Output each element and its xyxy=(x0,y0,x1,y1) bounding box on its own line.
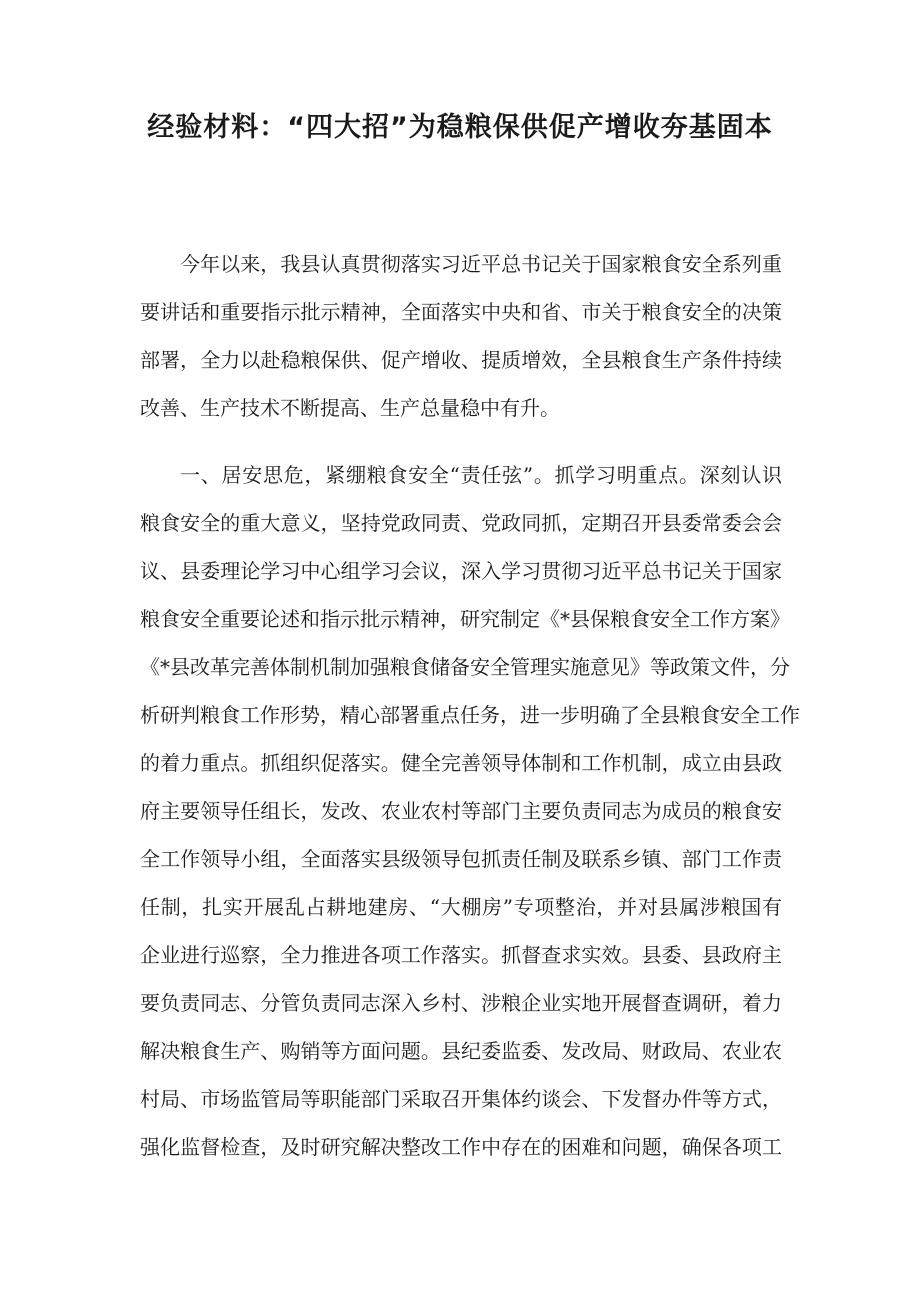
paragraph-2-line: 要负责同志、分管负责同志深入乡村、涉粮企业实地开展督查调研，着力 xyxy=(140,991,782,1015)
paragraph-1-line: 要讲话和重要指示批示精神，全面落实中央和省、市关于粮食安全的决策 xyxy=(140,300,782,324)
paragraph-2-line: 粮食安全的重大意义，坚持党政同责、党政同抓，定期召开县委常委会会 xyxy=(140,511,782,535)
paragraph-2-line: 的着力重点。抓组织促落实。健全完善领导体制和工作机制，成立由县政 xyxy=(140,751,782,775)
paragraph-2-line: 企业进行巡察，全力推进各项工作落实。抓督查求实效。县委、县政府主 xyxy=(140,943,782,967)
paragraph-2-line: 强化监督检查，及时研究解决整改工作中存在的困难和问题，确保各项工 xyxy=(140,1135,782,1159)
paragraph-1-line: 改善、生产技术不断提高、生产总量稳中有升。 xyxy=(140,396,560,420)
paragraph-2-line: 析研判粮食工作形势，精心部署重点任务，进一步明确了全县粮食安全工作 xyxy=(140,703,800,727)
paragraph-2-line: 解决粮食生产、购销等方面问题。县纪委监委、发改局、财政局、农业农 xyxy=(140,1039,782,1063)
paragraph-2-line: 议、县委理论学习中心组学习会议，深入学习贯彻习近平总书记关于国家 xyxy=(140,559,782,583)
document-title: 经验材料：“四大招”为稳粮保供促产增收夯基固本 xyxy=(147,112,773,143)
paragraph-2-line: 粮食安全重要论述和指示批示精神，研究制定《*县保粮食安全工作方案》 xyxy=(140,607,790,631)
paragraph-2-line: 全工作领导小组，全面落实县级领导包抓责任制及联系乡镇、部门工作责 xyxy=(140,847,782,871)
paragraph-2-line: 府主要领导任组长，发改、农业农村等部门主要负责同志为成员的粮食安 xyxy=(140,799,782,823)
paragraph-1-line: 部署，全力以赴稳粮保供、促产增收、提质增效，全县粮食生产条件持续 xyxy=(140,348,782,372)
paragraph-1-line: 今年以来，我县认真贯彻落实习近平总书记关于国家粮食安全系列重 xyxy=(180,252,782,276)
paragraph-2-line: 任制，扎实开展乱占耕地建房、“大棚房”专项整治，并对县属涉粮国有 xyxy=(140,895,782,919)
paragraph-2-line: 《*县改革完善体制机制加强粮食储备安全管理实施意见》等政策文件，分 xyxy=(140,655,790,679)
paragraph-2-line: 村局、市场监管局等职能部门采取召开集体约谈会、下发督办件等方式， xyxy=(140,1087,782,1111)
paragraph-2-line: 一、居安思危，紧绷粮食安全“责任弦”。抓学习明重点。深刻认识 xyxy=(180,463,782,487)
